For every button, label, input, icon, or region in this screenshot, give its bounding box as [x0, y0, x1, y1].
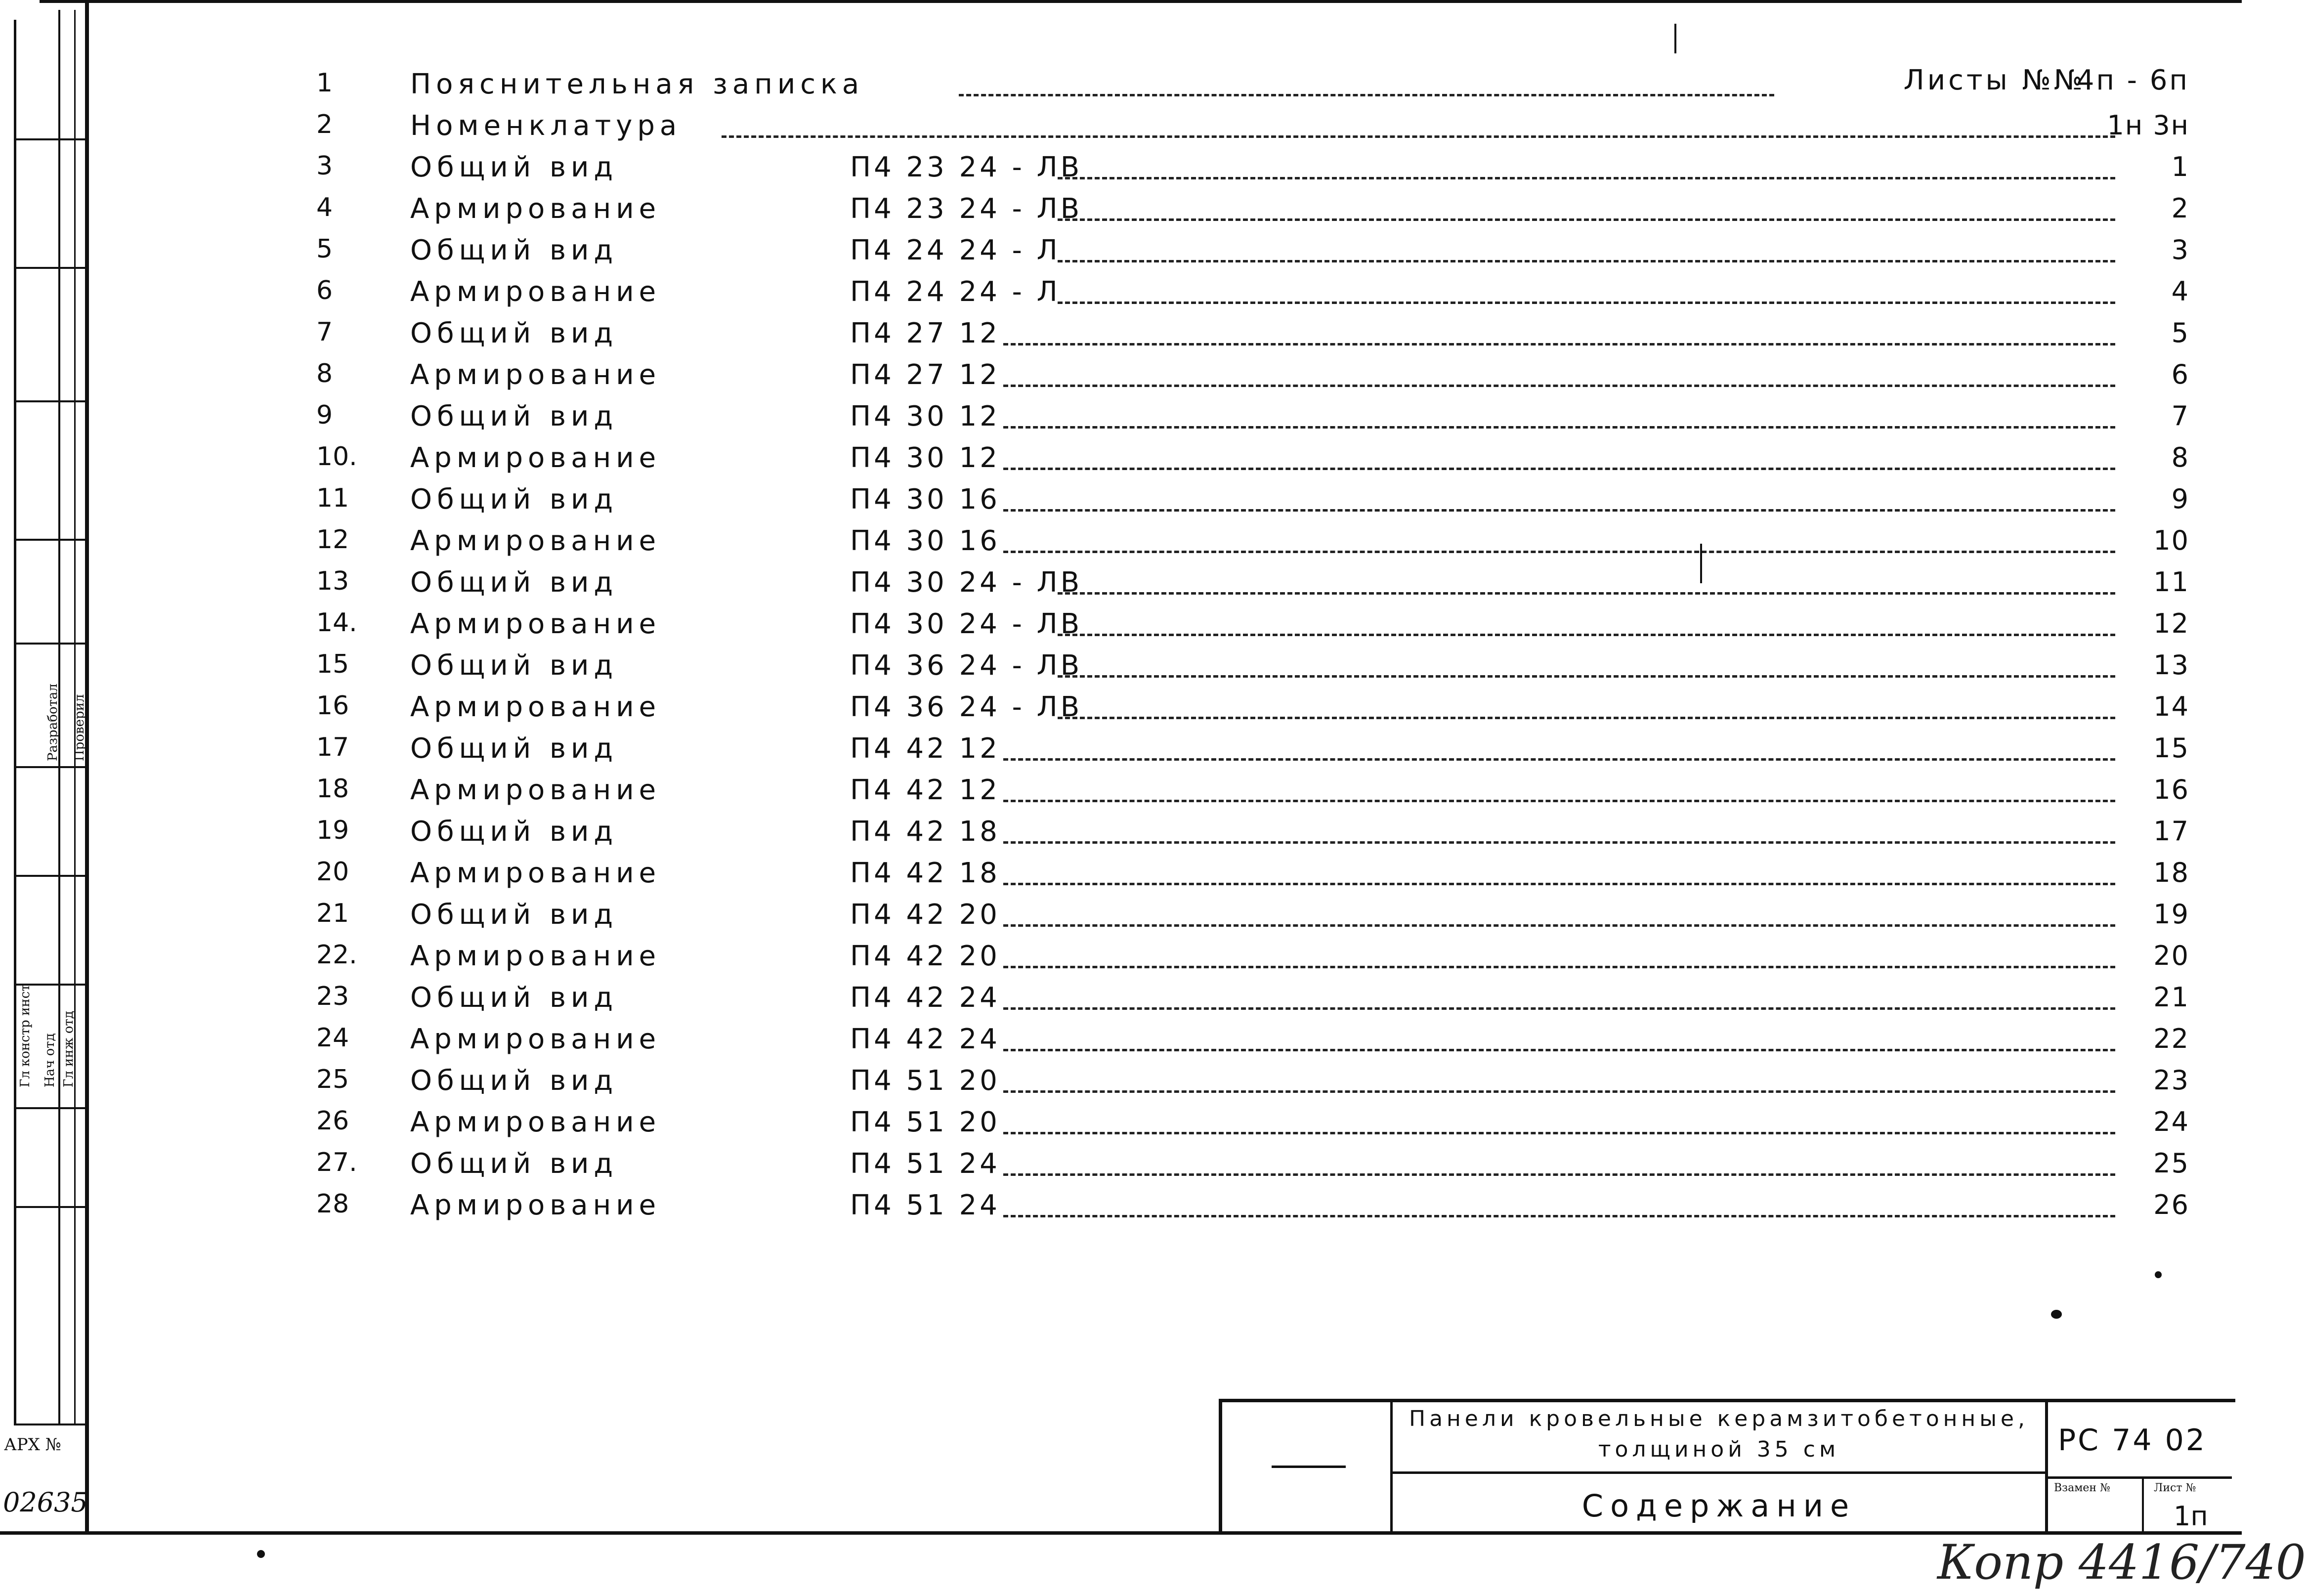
row-leader	[959, 94, 1774, 96]
row-page: 26	[2153, 1189, 2189, 1220]
row-code: П4 42 12	[850, 733, 1000, 765]
row-page: 24	[2153, 1106, 2189, 1137]
row-code: П4 27 12	[850, 359, 1000, 391]
title-block-name-cell	[1393, 1402, 2048, 1474]
row-page: 3	[2171, 234, 2189, 265]
contents-row	[316, 400, 2189, 442]
side-divider	[14, 400, 85, 402]
row-leader	[1058, 302, 2115, 304]
row-title: Армирование	[410, 359, 661, 391]
row-code: П4 30 24 - ЛВ	[850, 608, 1083, 640]
title-block-dash	[1272, 1466, 1346, 1468]
scan-speck	[257, 1550, 265, 1558]
row-code: П4 42 18	[850, 816, 1000, 848]
project-title-line-2: толщиной 35 см	[1598, 1437, 1840, 1462]
title-block-replaced-cell	[2048, 1479, 2144, 1535]
row-title: Армирование	[410, 1106, 661, 1138]
row-page: 11	[2153, 566, 2189, 598]
row-code: П4 30 12	[850, 400, 1000, 432]
row-page: 13	[2153, 649, 2189, 681]
row-page: 1н 3н	[2107, 110, 2189, 141]
row-leader	[1058, 717, 2115, 719]
contents-row	[316, 940, 2189, 982]
row-code: П4 42 18	[850, 857, 1000, 889]
row-number: 26	[316, 1106, 349, 1136]
contents-row	[316, 1106, 2189, 1148]
row-number: 18	[316, 774, 349, 804]
row-code: П4 42 20	[850, 899, 1000, 931]
contents-row	[316, 733, 2189, 774]
row-leader	[1003, 966, 2115, 968]
series-code: РС 74 02	[2058, 1423, 2207, 1458]
row-number: 16	[316, 691, 349, 721]
row-title: Армирование	[410, 1023, 661, 1055]
archive-label: АРХ №	[4, 1435, 61, 1455]
row-title: Общий вид	[410, 483, 618, 516]
row-title: Армирование	[410, 608, 661, 640]
frame-top-border	[40, 0, 2242, 3]
contents-row	[316, 649, 2189, 691]
row-leader	[1058, 592, 2115, 595]
sheets-label: Листы №№	[1903, 64, 2086, 96]
row-title: Общий вид	[410, 234, 618, 266]
row-number: 14.	[316, 608, 357, 638]
side-label-chief-engineer: Гл инж отд	[61, 1011, 76, 1087]
row-title: Армирование	[410, 691, 661, 723]
side-label-developed: Разработал	[45, 683, 60, 761]
contents-row	[316, 234, 2189, 276]
row-title: Общий вид	[410, 649, 618, 682]
side-divider	[14, 643, 85, 645]
row-number: 24	[316, 1023, 349, 1053]
contents-row	[316, 899, 2189, 940]
sheets-range: 4п - 6п	[2076, 64, 2189, 96]
row-leader	[1003, 1049, 2115, 1051]
row-number: 12	[316, 525, 349, 555]
side-label-dept-head: Нач отд	[43, 1033, 57, 1087]
row-page: 9	[2171, 483, 2189, 515]
row-title: Армирование	[410, 857, 661, 889]
row-leader	[722, 135, 2115, 138]
row-number: 10.	[316, 442, 357, 472]
replaced-label: Взамен №	[2054, 1482, 2110, 1494]
row-leader	[1003, 1007, 2115, 1010]
row-code: П4 30 16	[850, 525, 1000, 557]
row-leader	[1003, 1173, 2115, 1176]
row-number: 25	[316, 1065, 349, 1094]
title-block-subtitle-cell	[1393, 1474, 2048, 1535]
side-label-checked: Проверил	[72, 694, 87, 761]
row-number: 22.	[316, 940, 357, 970]
row-page: 17	[2153, 816, 2189, 847]
side-divider	[14, 766, 85, 768]
scan-speck	[2051, 1310, 2062, 1319]
row-code: П4 30 12	[850, 442, 1000, 474]
side-label-chief-designer: Гл констр инст	[18, 984, 33, 1087]
row-page: 4	[2171, 276, 2189, 307]
row-page: 16	[2153, 774, 2189, 805]
row-code: П4 51 24	[850, 1148, 1000, 1180]
side-divider	[14, 1423, 85, 1425]
row-number: 27.	[316, 1148, 357, 1177]
scan-speck	[1700, 544, 1702, 583]
contents-row	[316, 982, 2189, 1023]
row-leader	[1003, 841, 2115, 844]
contents-row	[316, 110, 2189, 151]
project-title-line-1: Панели кровельные керамзитобетонные,	[1409, 1406, 2029, 1431]
contents-row	[316, 1023, 2189, 1065]
title-block-sheet-cell	[2144, 1479, 2232, 1535]
contents-row	[316, 774, 2189, 816]
row-title: Армирование	[410, 1189, 661, 1221]
contents-row	[316, 816, 2189, 857]
row-number: 9	[316, 400, 333, 430]
row-code: П4 36 24 - ЛВ	[850, 691, 1083, 723]
contents-row	[316, 691, 2189, 733]
row-title: Армирование	[410, 193, 661, 225]
row-page: 22	[2153, 1023, 2189, 1054]
row-title: Общий вид	[410, 816, 618, 848]
row-page: 14	[2153, 691, 2189, 722]
contents-row	[316, 359, 2189, 400]
side-divider	[14, 267, 85, 269]
row-title: Армирование	[410, 940, 661, 972]
row-page: 12	[2153, 608, 2189, 639]
side-line	[14, 20, 16, 1423]
row-leader	[1003, 385, 2115, 387]
row-number: 20	[316, 857, 349, 887]
row-number: 7	[316, 317, 333, 347]
row-leader	[1003, 1090, 2115, 1093]
row-code: П4 30 16	[850, 483, 1000, 516]
title-block-left-cell	[1222, 1402, 1393, 1535]
row-number: 28	[316, 1189, 349, 1219]
row-leader	[1003, 1132, 2115, 1134]
row-leader	[1003, 883, 2115, 885]
row-page: 2	[2171, 193, 2189, 224]
row-number: 15	[316, 649, 349, 679]
row-code: П4 42 20	[850, 940, 1000, 972]
sheet-subtitle: Содержание	[1581, 1488, 1856, 1524]
row-title: Общий вид	[410, 317, 618, 349]
row-code: П4 27 12	[850, 317, 1000, 349]
row-page: 10	[2153, 525, 2189, 556]
sheet-number-label: Лист №	[2154, 1482, 2196, 1494]
row-code: П4 42 12	[850, 774, 1000, 806]
row-number: 5	[316, 234, 333, 264]
row-number: 23	[316, 982, 349, 1011]
row-leader	[1003, 343, 2115, 345]
contents-row	[316, 442, 2189, 483]
row-leader	[1003, 1215, 2115, 1217]
row-title: Общий вид	[410, 566, 618, 599]
row-page: 15	[2153, 733, 2189, 764]
row-number: 2	[316, 110, 333, 139]
row-leader	[1058, 675, 2115, 678]
side-divider	[14, 1107, 85, 1109]
row-number: 17	[316, 733, 349, 762]
row-page: 18	[2153, 857, 2189, 888]
contents-row	[316, 857, 2189, 899]
contents-row	[316, 566, 2189, 608]
row-title: Общий вид	[410, 1148, 618, 1180]
row-page: 19	[2153, 899, 2189, 930]
row-leader	[1003, 509, 2115, 512]
row-code: П4 51 20	[850, 1106, 1000, 1138]
row-page: 8	[2171, 442, 2189, 473]
row-code: П4 36 24 - ЛВ	[850, 649, 1083, 682]
row-title: Общий вид	[410, 982, 618, 1014]
row-title: Пояснительная записка	[410, 68, 864, 100]
row-page: 23	[2153, 1065, 2189, 1096]
row-title: Общий вид	[410, 899, 618, 931]
row-number: 13	[316, 566, 349, 596]
row-code: П4 42 24	[850, 1023, 1000, 1055]
row-title: Общий вид	[410, 733, 618, 765]
contents-row	[316, 608, 2189, 649]
contents-row	[316, 1189, 2189, 1231]
row-number: 4	[316, 193, 333, 222]
row-leader	[1058, 218, 2115, 221]
row-number: 11	[316, 483, 349, 513]
row-title: Номенклатура	[410, 110, 682, 142]
row-page: 25	[2153, 1148, 2189, 1179]
row-title: Общий вид	[410, 151, 618, 183]
row-number: 6	[316, 276, 333, 305]
row-leader	[1003, 426, 2115, 429]
row-leader	[1003, 468, 2115, 470]
sheet-number: 1п	[2174, 1501, 2208, 1532]
title-block	[1219, 1399, 2235, 1535]
row-code: П4 30 24 - ЛВ	[850, 566, 1083, 599]
row-page: 7	[2171, 400, 2189, 431]
row-page: 20	[2153, 940, 2189, 971]
contents-row	[316, 483, 2189, 525]
row-code: П4 24 24 - Л	[850, 276, 1061, 308]
row-code: П4 42 24	[850, 982, 1000, 1014]
row-number: 8	[316, 359, 333, 388]
row-title: Армирование	[410, 442, 661, 474]
row-page: 5	[2171, 317, 2189, 348]
side-stamp	[0, 0, 89, 1532]
contents-row	[316, 151, 2189, 193]
side-divider	[14, 875, 85, 877]
row-leader	[1003, 551, 2115, 553]
side-divider	[14, 1206, 85, 1208]
archive-number: 02635	[3, 1487, 88, 1518]
contents-row	[316, 525, 2189, 566]
scan-speck	[2155, 1271, 2162, 1278]
row-leader	[1003, 758, 2115, 761]
row-code: П4 51 24	[850, 1189, 1000, 1221]
contents-row	[316, 317, 2189, 359]
row-title: Общий вид	[410, 400, 618, 432]
row-page: 21	[2153, 982, 2189, 1013]
contents-row	[316, 68, 2189, 110]
row-leader	[1058, 634, 2115, 636]
row-title: Армирование	[410, 276, 661, 308]
row-code: П4 23 24 - ЛВ	[850, 151, 1083, 183]
side-divider	[14, 539, 85, 541]
title-block-series-cell	[2048, 1402, 2232, 1479]
row-number: 21	[316, 899, 349, 928]
contents-row	[316, 193, 2189, 234]
contents-row	[316, 1148, 2189, 1189]
row-code: П4 51 20	[850, 1065, 1000, 1097]
row-number: 1	[316, 68, 333, 98]
scan-speck	[1674, 24, 1676, 53]
row-code: П4 24 24 - Л	[850, 234, 1061, 266]
handwritten-stamp: Копр 4416/740	[1937, 1535, 2306, 1590]
side-divider	[14, 138, 85, 140]
row-leader	[1003, 924, 2115, 927]
row-leader	[1058, 260, 2115, 262]
row-number: 3	[316, 151, 333, 181]
contents-row	[316, 1065, 2189, 1106]
row-leader	[1058, 177, 2115, 179]
row-title: Армирование	[410, 525, 661, 557]
row-page: 6	[2171, 359, 2189, 390]
row-title: Общий вид	[410, 1065, 618, 1097]
row-page: 1	[2171, 151, 2189, 182]
row-number: 19	[316, 816, 349, 845]
row-code: П4 23 24 - ЛВ	[850, 193, 1083, 225]
row-leader	[1003, 800, 2115, 802]
contents-row	[316, 276, 2189, 317]
row-title: Армирование	[410, 774, 661, 806]
